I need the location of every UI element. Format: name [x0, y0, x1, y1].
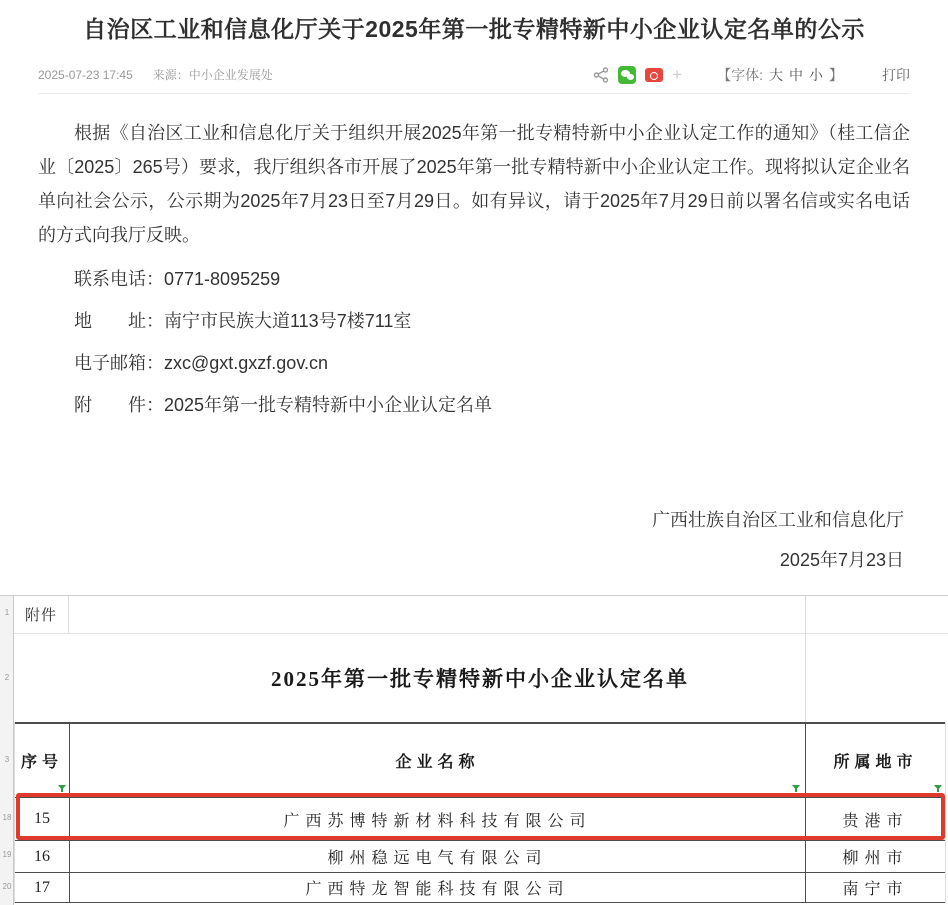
grid-line — [68, 596, 69, 633]
contact-email: 电子邮箱：zxc@gxt.gxzf.gov.cn — [74, 353, 328, 373]
publish-datetime: 2025-07-23 17:45 — [38, 67, 133, 82]
grid-line — [14, 722, 15, 903]
row-number-2[interactable]: 2 — [4, 673, 10, 682]
cell-city-17[interactable]: 南宁市 — [842, 881, 909, 898]
row-number-19[interactable]: 19 — [2, 850, 12, 859]
cell-company-16[interactable]: 柳州稳远电气有限公司 — [327, 850, 548, 867]
grid-line — [14, 722, 946, 724]
grid-line — [14, 872, 946, 873]
announcement-paragraph: 根据《自治区工业和信息化厅关于组织开展2025年第一批专精特新中小企业认定工作的通知》（桂工信企业〔2025〕265号）要求，我厅组织各市开展了2025年第一批专精特新中小企业认定工作。现将拟认定企业名单向社会公示，公示期为2025年7月23日至7月29日。如有异议，请于2025年7月29日前以署名信或实名电话的方式向我厅反映。 — [38, 123, 910, 245]
wechat-share-icon[interactable] — [618, 66, 636, 84]
share-icon[interactable] — [593, 67, 609, 83]
grid-line — [805, 596, 806, 724]
attachment-line: 附 件：2025年第一批专精特新中小企业认定名单 — [74, 395, 493, 415]
font-size-large[interactable]: 大 — [769, 66, 783, 83]
grid-line — [14, 797, 946, 798]
page-title: 自治区工业和信息化厅关于2025年第一批专精特新中小企业认定名单的公示 — [83, 16, 865, 42]
cell-no-15[interactable]: 15 — [34, 810, 50, 827]
row-number-18[interactable]: 18 — [2, 813, 12, 822]
column-header-city[interactable]: 所属地市 — [833, 754, 918, 771]
cell-no-17[interactable]: 17 — [34, 878, 50, 896]
contact-phone: 联系电话：0771-8095259 — [74, 269, 281, 289]
filter-icon-no[interactable] — [56, 783, 67, 794]
attachment-spreadsheet — [0, 595, 948, 904]
article-body — [0, 116, 948, 580]
cell-no-16[interactable]: 16 — [34, 847, 50, 865]
contact-address: 地 址：南宁市民族大道113号7楼711室 — [74, 311, 412, 331]
source-label: 来源：中小企业发展处 — [152, 68, 273, 82]
font-size-selector — [717, 65, 843, 85]
signature-block — [38, 500, 910, 580]
cell-company-17[interactable]: 广西特龙智能科技有限公司 — [305, 881, 570, 898]
font-size-label-open: 【字体: — [717, 66, 763, 83]
grid-line — [14, 633, 948, 634]
meta-right — [593, 65, 910, 85]
grid-line — [14, 902, 946, 903]
cell-company-15[interactable]: 广西苏博特新材料科技有限公司 — [283, 812, 592, 830]
grid-line — [69, 722, 70, 903]
row-number-1[interactable]: 1 — [4, 608, 10, 617]
font-size-small[interactable]: 小 — [809, 66, 823, 83]
font-size-medium[interactable]: 中 — [789, 66, 803, 83]
filter-icon-company[interactable] — [790, 783, 801, 794]
meta-left — [38, 66, 273, 83]
signature-org: 广西壮族自治区工业和信息化厅 — [652, 510, 904, 530]
signature-date: 2025年7月23日 — [779, 550, 904, 570]
sheet-row-header-gutter — [0, 596, 14, 905]
more-share-icon[interactable]: + — [672, 64, 683, 84]
row-number-3[interactable]: 3 — [4, 755, 10, 764]
column-header-no[interactable]: 序号 — [20, 754, 63, 771]
font-size-label-close: 】 — [829, 66, 843, 83]
row-number-20[interactable]: 20 — [2, 882, 12, 891]
cell-city-16[interactable]: 柳州市 — [842, 850, 909, 867]
sheet-table-title[interactable]: 2025年第一批专精特新中小企业认定名单 — [271, 667, 689, 691]
column-header-company[interactable]: 企业名称 — [395, 754, 480, 771]
weibo-share-icon[interactable] — [645, 68, 663, 82]
meta-row — [38, 64, 910, 94]
article-header — [0, 0, 948, 94]
grid-line — [805, 722, 806, 903]
grid-line — [14, 840, 946, 841]
print-button[interactable]: 打印 — [882, 66, 910, 83]
filter-icon-city[interactable] — [932, 783, 943, 794]
cell-attachment[interactable]: 附件 — [24, 608, 57, 624]
cell-city-15[interactable]: 贵港市 — [842, 812, 909, 830]
grid-line — [945, 722, 946, 903]
